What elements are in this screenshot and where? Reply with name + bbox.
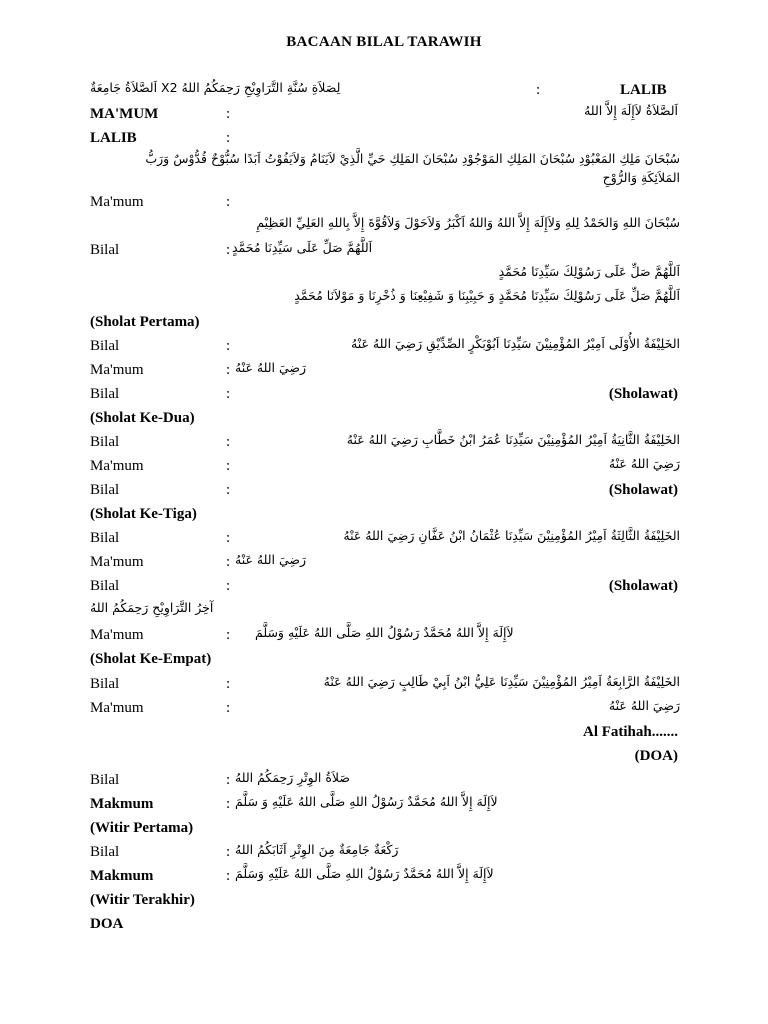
label-bilal: Bilal [90,482,120,498]
label-mamum: Ma'mum [90,458,144,474]
colon: : [226,130,231,146]
label-bilal: Bilal [90,434,120,450]
arabic-line: رَضِيَ اللهُ عَنْهُ [235,552,307,567]
colon: : [226,676,231,692]
colon: : [226,338,231,354]
section-heading: (Sholat Pertama) [90,314,200,330]
arabic-line: الخَلِيْفَةُ الثَّالِثَةُ اَمِيْرُ المُؤْمِنِيْنَ سَيِّدِنَا عُثْمَانُ ابْنُ عَفَّانِ رَضِيَ اللهُ عَنْهُ [343,528,680,543]
colon: : [226,578,231,594]
page-title: BACAAN BILAL TARAWIH [286,34,482,50]
colon: : [226,362,231,378]
section-heading: (Sholat Ke-Dua) [90,410,195,426]
label-mamum: MA'MUM [90,106,159,122]
label-bilal: Bilal [90,386,120,402]
label-bilal: Bilal [90,844,120,860]
colon: : [226,627,231,643]
colon: : [226,106,231,122]
colon: : [226,458,231,474]
section-heading: (Witir Pertama) [90,820,194,836]
arabic-line: الخَلِيْفَةُ الثَّانِيَةُ اَمِيْرُ المُؤْمِنِيْنَ سَيِّدِنَا عُمَرُ ابْنُ خَطَّابِ رَضِيَ اللهُ عَنْهُ [346,432,680,447]
label-bilal: Bilal [90,242,120,258]
colon: : [226,554,231,570]
label-mamum: Ma'mum [90,194,144,210]
arabic-line: لاَإِلَهَ إِلاَّ اللهُ مُحَمَّدٌ رَسُوْلُ اللهِ صَلَّى اللهُ عَلَيْهِ وَسَلَّمَ [235,866,494,881]
arabic-line: اَلصَّلاَةُ لاَإِلَهَ إِلاَّ اللهُ [584,103,678,118]
arabic-line: لاَإِلَهَ إِلاَّ اللهُ مُحَمَّدٌ رَسُوْلُ اللهِ صَلَّى اللهُ عَلَيْهِ وَ سَلَّمَ [235,794,498,809]
arabic-line: اَللَّهُمَّ صَلِّ عَلَى سَيِّدِنَا مُحَمَّدٍ [232,240,373,255]
arabic-line: المَلاَئِكَةِ وَالرُّوْحِ [602,170,680,185]
arabic-line: الخَلِيْفَةُ الأُوْلَى اَمِيْرُ المُؤْمِنِيْنَ سَيِّدِنَا اَبُوْبَكْرٍ الصِّدِّيْقِ رَضِيَ اللهُ عَنْهُ [351,336,680,351]
colon: : [226,868,231,884]
label-bilal: Bilal [90,578,120,594]
label-bilal: Bilal [90,530,120,546]
label-makmum: Makmum [90,868,154,884]
label-lalib: LALIB [620,82,667,98]
colon: : [226,844,231,860]
colon: : [226,194,231,210]
arabic-line: لِصَلاَةِ سُنَّةِ التَّرَاوِيْحِ رَحِمَكُمُ اللهُ X2 اَلصَّلاَةُ جَامِعَةٌ [90,80,341,95]
colon: : [226,242,231,258]
arabic-line: سُبْحَانَ اللهِ وَالحَمْدُ لِلهِ وَلاَإِلَهَ إِلاَّ اللهُ وَاللهُ اَكْبَرُ وَلاَحَوْلَ وَلاَقُوَّةَ إِلاَّ بِاللهِ العَلِيِّ العَظِيْمِ [256,215,680,230]
label-bilal: Bilal [90,772,120,788]
section-heading: (Sholat Ke-Tiga) [90,506,197,522]
arabic-line: رَضِيَ اللهُ عَنْهُ [235,360,307,375]
colon: : [226,434,231,450]
colon: : [536,82,541,98]
arabic-line: رَضِيَ اللهُ عَنْهُ [608,456,680,471]
sholawat-label: (Sholawat) [608,386,678,402]
label-lalib: LALIB [90,130,137,146]
label-mamum: Ma'mum [90,554,144,570]
section-heading: (Sholat Ke-Empat) [90,651,212,667]
label-mamum: Ma'mum [90,627,144,643]
sholawat-label: (Sholawat) [608,482,678,498]
arabic-line: صَلاَةُ الوِتْرِ رَحِمَكُمُ اللهُ [235,770,350,785]
colon: : [226,386,231,402]
arabic-line: الخَلِيْفَةُ الرَّابِعَةُ اَمِيْرُ المُؤْمِنِيْنَ سَيِّدِنَا عَلِيُّ ابْنُ اَبِيْ طَالِبٍ رَضِيَ اللهُ عَنْهُ [323,674,680,689]
arabic-line: اَللَّهُمَّ صَلِّ عَلَى رَسُوْلِكَ سَيِّدِنَا مُحَمَّدٍ [498,264,680,279]
label-makmum: Makmum [90,796,154,812]
label-bilal: Bilal [90,676,120,692]
label-bilal: Bilal [90,338,120,354]
section-heading: (Witir Terakhir) [90,892,195,908]
al-fatihah-label: Al Fatihah....... [582,724,678,740]
colon: : [226,796,231,812]
arabic-line: آخِرُ التَّرَاوِيْحِ رَحِمَكُمُ اللهُ [90,600,214,615]
colon: : [226,530,231,546]
colon: : [226,482,231,498]
sholawat-label: (Sholawat) [608,578,678,594]
arabic-line: سُبْحَانَ مَلِكِ المَعْبُوْدِ سُبْحَانَ المَلِكِ المَوْجُوْدِ سُبْحَانَ المَلِكِ حَيِّ الَّذِيْ لاَيَنَامُ وَلاَيَفُوْتُ اَبَدًا سُبُّوْحٌ قُدُّوْسٌ وَرَبُّ [145,151,680,166]
label-mamum: Ma'mum [90,362,144,378]
colon: : [226,772,231,788]
arabic-line: رَضِيَ اللهُ عَنْهُ [608,698,680,713]
doa-label: (DOA) [634,748,678,764]
arabic-line: رَكْعَةٌ جَامِعَةٌ مِنَ الوِتْرِ اَثَابَكُمُ اللهُ [235,842,399,857]
doa-label: DOA [90,916,124,932]
arabic-line: اَللَّهُمَّ صَلِّ عَلَى رَسُوْلِكَ سَيِّدِنَا مُحَمَّدٍ وَ حَبِيْبِنَا وَ شَفِيْعِنَا وَ ذُخْرِنَا وَ مَوْلاَنَا مُحَمَّدٍ [294,288,680,303]
arabic-line: لاَإِلَهَ إِلاَّ اللهُ مُحَمَّدٌ رَسُوْلُ اللهِ صَلَّى اللهُ عَلَيْهِ وَسَلَّمَ [255,625,514,640]
label-mamum: Ma'mum [90,700,144,716]
colon: : [226,700,231,716]
